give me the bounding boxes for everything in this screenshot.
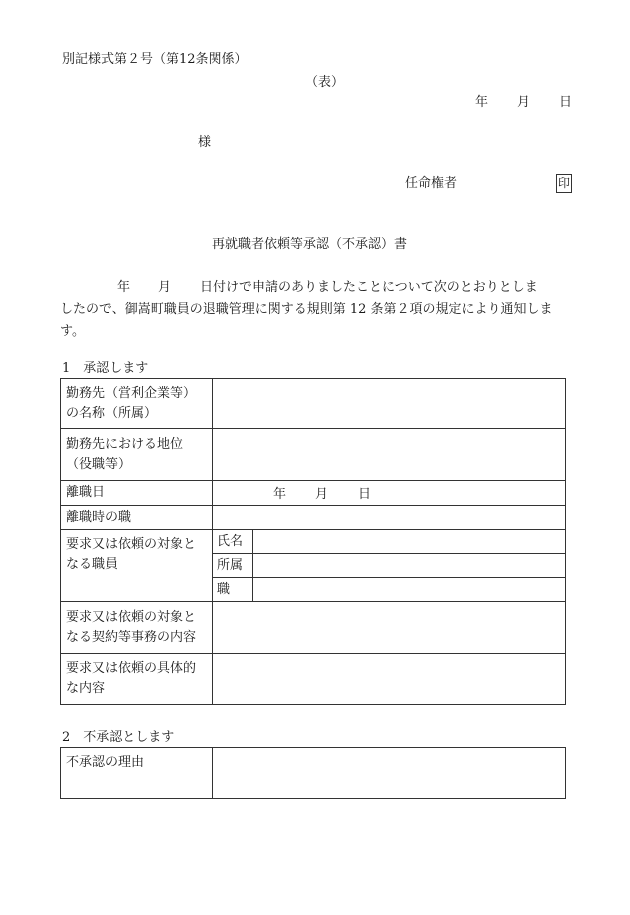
retirement-date-field[interactable]: 年 月 日 (213, 481, 566, 506)
table-row (61, 379, 566, 429)
contract-content-field[interactable] (213, 602, 566, 654)
document-title: 再就職者依頼等承認（不承認）書 (212, 237, 408, 252)
specific-content-label: 要求又は依頼の具体的 な内容 (61, 654, 213, 705)
rejection-heading: 2 不承認とします (62, 730, 175, 745)
appointer-label: 任命権者 (405, 176, 458, 191)
notice-body-line-2: したので、御嵩町職員の退職管理に関する規則第 12 条第２項の規定により通知しま (60, 302, 553, 317)
retirement-date-label: 離職日 (61, 481, 213, 506)
table-row (61, 654, 566, 705)
employer-field[interactable] (213, 379, 566, 429)
target-staff-label: 要求又は依頼の対象と なる職員 (61, 530, 213, 602)
table-row (61, 429, 566, 481)
target-post-field[interactable] (253, 578, 566, 602)
retirement-post-field[interactable] (213, 506, 566, 530)
table-row (61, 748, 566, 799)
issue-date-day: 日 (559, 95, 573, 110)
target-department-field[interactable] (253, 554, 566, 578)
notice-body-line-3: す。 (60, 324, 85, 339)
employer-label: 勤務先（営利企業等） の名称（所属） (61, 379, 213, 429)
retirement-post-label: 離職時の職 (61, 506, 213, 530)
rejection-reason-field[interactable] (213, 748, 566, 799)
side-indicator: （表） (305, 75, 345, 90)
rejection-table (60, 747, 566, 799)
notice-body-line-1 (60, 277, 580, 299)
body-month: 月 (158, 280, 172, 295)
table-row (61, 530, 566, 554)
target-name-field[interactable] (253, 530, 566, 554)
rejection-reason-label: 不承認の理由 (61, 748, 213, 799)
body-line-1-text: 日付けで申請のありましたことについて次のとおりとしま (200, 280, 538, 295)
addressee-suffix: 様 (198, 135, 212, 150)
body-year: 年 (117, 280, 131, 295)
position-field[interactable] (213, 429, 566, 481)
specific-content-field[interactable] (213, 654, 566, 705)
target-department-label: 所属 (213, 554, 253, 578)
approval-table (60, 378, 566, 705)
seal-mark: 印 (556, 174, 572, 193)
form-number: 別記様式第２号（第12条関係） (62, 52, 248, 67)
notice-body (60, 277, 580, 343)
target-post-label: 職 (213, 578, 253, 602)
approval-heading: 1 承認します (62, 361, 149, 376)
target-name-label: 氏名 (213, 530, 253, 554)
issue-date-month: 月 (517, 95, 531, 110)
issue-date-year: 年 (475, 95, 489, 110)
table-row (61, 506, 566, 530)
table-row (61, 481, 566, 506)
contract-content-label: 要求又は依頼の対象と なる契約等事務の内容 (61, 602, 213, 654)
position-label: 勤務先における地位 （役職等） (61, 429, 213, 481)
table-row (61, 602, 566, 654)
